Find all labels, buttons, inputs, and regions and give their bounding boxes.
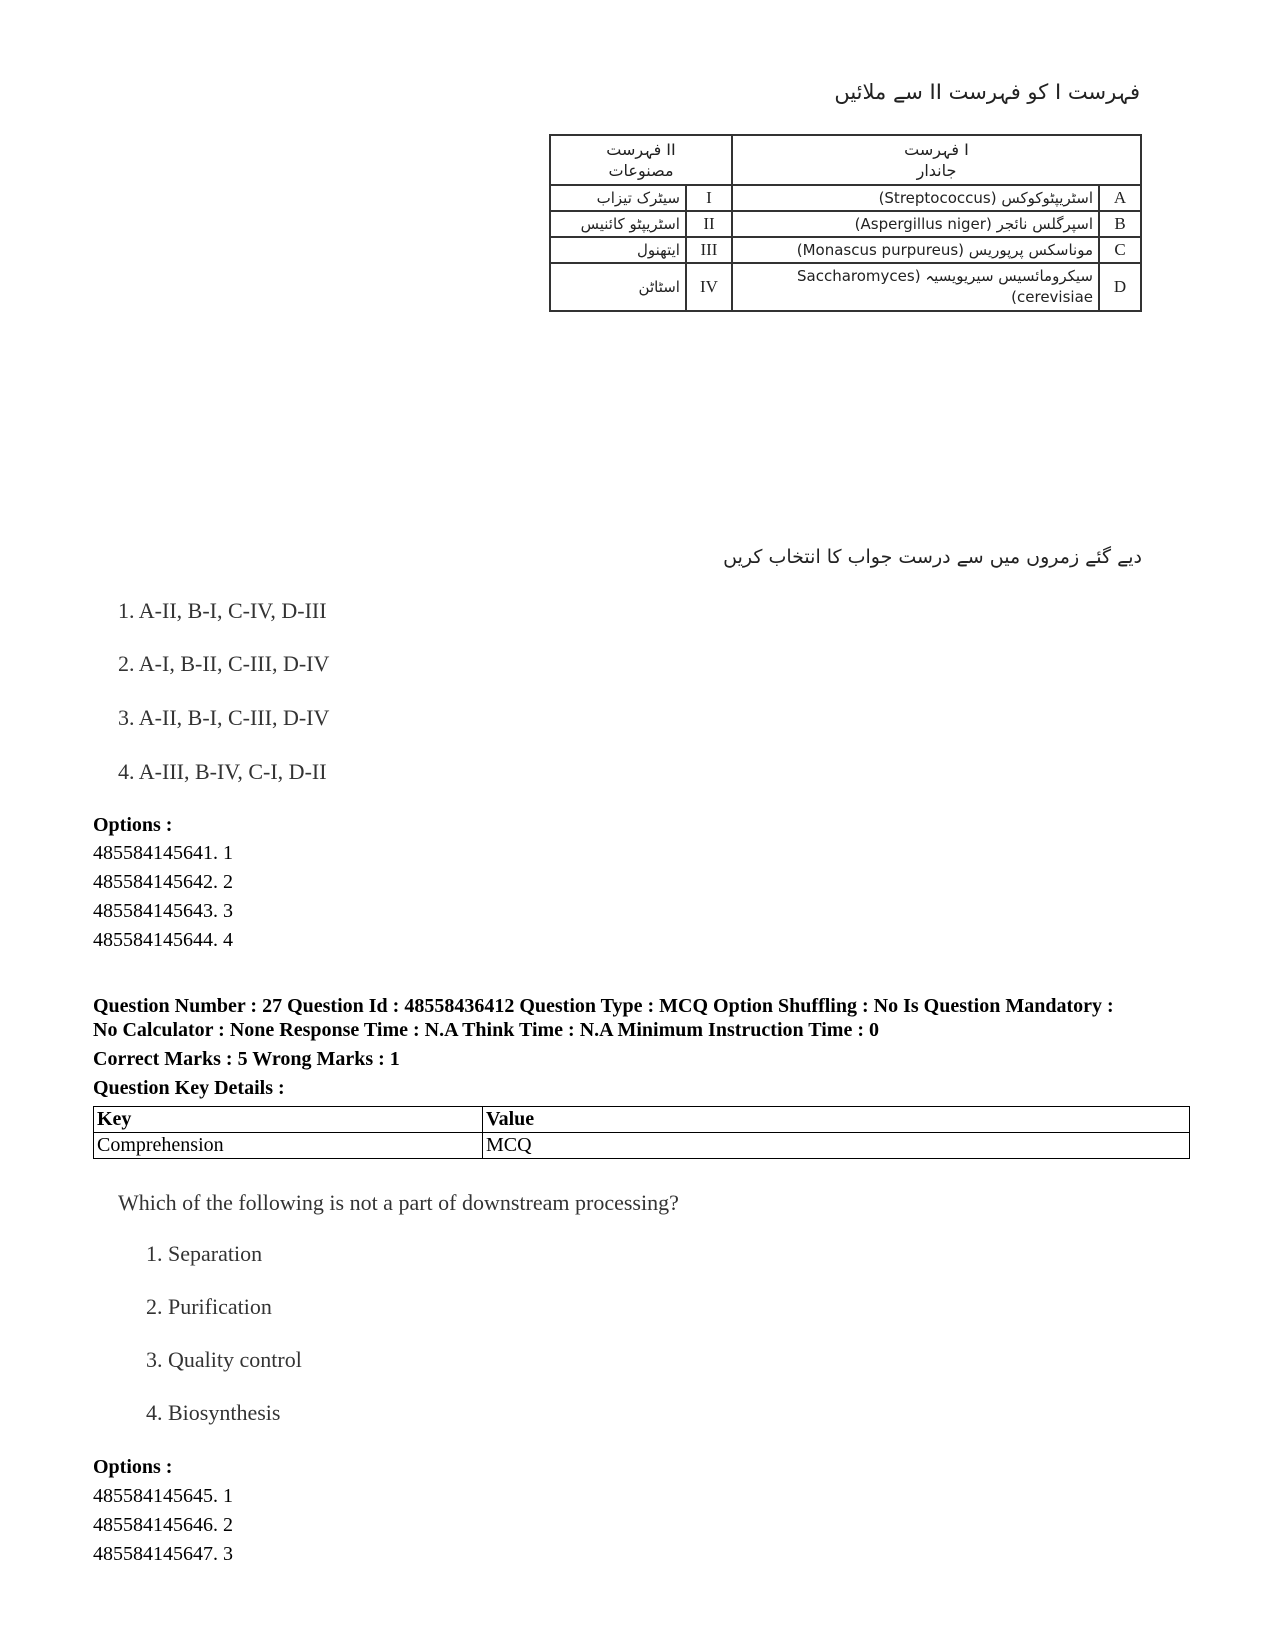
letter-cell: C: [1099, 237, 1141, 263]
list-item: 2. A-I, B-II, C-III, D-IV: [118, 651, 330, 676]
match-table-header-row: [550, 135, 1141, 185]
letter-cell: A: [1099, 185, 1141, 211]
organism-cell: (Monascus purpureus) موناسکس پرپوریس: [732, 237, 1099, 263]
q26-match-table: [549, 134, 1142, 312]
list-item: 4. A-III, B-IV, C-I, D-II: [118, 759, 327, 784]
value-cell: MCQ: [483, 1133, 1190, 1159]
q27-key-table: [93, 1106, 1190, 1159]
product-cell: سیٹرک تیزاب: [550, 185, 686, 211]
list-item: 3. Quality control: [146, 1347, 302, 1372]
q27-meta-line-1: Question Number : 27 Question Id : 48558436412 Question Type : MCQ Option Shuffling : No Is Question Mandatory :: [93, 995, 1114, 1017]
option-item: 485584145646. 2: [93, 1514, 233, 1536]
key-header: Key: [94, 1107, 483, 1133]
numeral-cell: IV: [686, 263, 732, 311]
letter-cell: D: [1099, 263, 1141, 311]
list-item: 3. A-II, B-I, C-III, D-IV: [118, 705, 330, 730]
product-cell: اسٹریپٹو کائنیس: [550, 211, 686, 237]
table-row: [550, 211, 1141, 237]
table-row: [94, 1107, 1190, 1133]
table-row: [94, 1133, 1190, 1159]
table-row: [550, 237, 1141, 263]
numeral-cell: III: [686, 237, 732, 263]
letter-cell: B: [1099, 211, 1141, 237]
q26-title: فہرست I کو فہرست II سے ملائیں: [834, 80, 1140, 104]
list-1-header: فہرست I جاندار: [732, 135, 1141, 185]
numeral-cell: II: [686, 211, 732, 237]
list-item: 1. Separation: [146, 1241, 263, 1266]
organism-cell: (Streptococcus) اسٹریپٹوکوکس: [732, 185, 1099, 211]
product-cell: اسٹاٹن: [550, 263, 686, 311]
option-item: 485584145641. 1: [93, 842, 233, 864]
numeral-cell: I: [686, 185, 732, 211]
product-cell: ایتھنول: [550, 237, 686, 263]
q27-meta-line-2: No Calculator : None Response Time : N.A Think Time : N.A Minimum Instruction Time : 0: [93, 1019, 879, 1041]
list-2-header: فہرست II مصنوعات: [550, 135, 732, 185]
q27-marks: Correct Marks : 5 Wrong Marks : 1: [93, 1048, 400, 1070]
table-row: [550, 185, 1141, 211]
q26-options-label: Options :: [93, 814, 173, 836]
organism-cell: Saccharomyces) سیکرومائسیس سیریویسیہ (cerevisiae: [732, 263, 1099, 311]
list-item: 1. A-II, B-I, C-IV, D-III: [118, 598, 327, 623]
option-item: 485584145647. 3: [93, 1543, 233, 1565]
q27-options-label: Options :: [93, 1456, 173, 1478]
q27-stem: Which of the following is not a part of downstream processing?: [118, 1190, 679, 1215]
option-item: 485584145645. 1: [93, 1485, 233, 1507]
table-row: [550, 263, 1141, 311]
option-item: 485584145643. 3: [93, 900, 233, 922]
list-item: 4. Biosynthesis: [146, 1400, 281, 1425]
option-item: 485584145642. 2: [93, 871, 233, 893]
value-header: Value: [483, 1107, 1190, 1133]
list-item: 2. Purification: [146, 1294, 272, 1319]
organism-cell: (Aspergillus niger) اسپرگلس نائجر: [732, 211, 1099, 237]
q26-instruction: دیے گئے زمروں میں سے درست جواب کا انتخاب کریں: [723, 546, 1142, 568]
q27-key-details-label: Question Key Details :: [93, 1077, 285, 1099]
option-item: 485584145644. 4: [93, 929, 233, 951]
key-cell: Comprehension: [94, 1133, 483, 1159]
